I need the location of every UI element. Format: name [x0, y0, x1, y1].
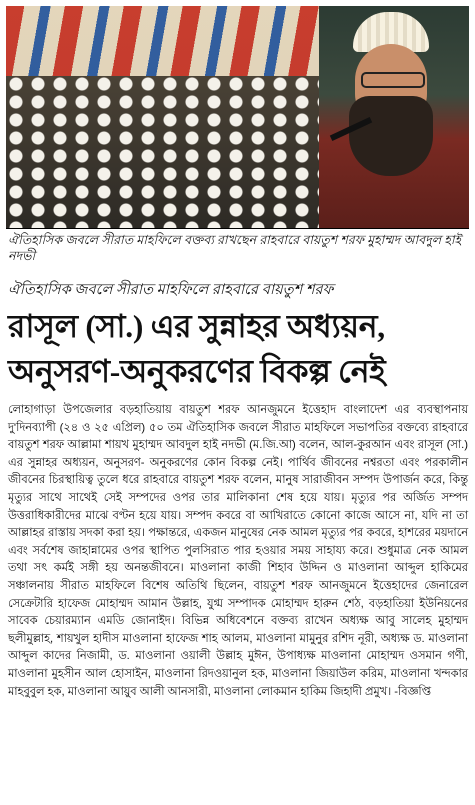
speaker-figure — [319, 6, 469, 228]
tent-canopy — [6, 6, 336, 76]
article-body: লোহাগাড়া উপজেলার বড়হাতিয়ায় বায়তুশ শরফ আনজুমনে ইত্তেহাদ বাংলাদেশ এর ব্যবস্থাপনায় দু'দিনব্যাপী (২৪ ও ২৫ এপ্রিল) ৫০ তম ঐতিহাসিক জবলে সীরাত মাহফিলে সভাপতির বক্তব্যে রাহবারে বায়তুশ শরফ আল্লামা শায়খ মুহাম্মদ আবদুল হাই নদভী (ম.জি.আ) বলেন, আল-কুরআন এবং রাসূল (সা.) এর সুন্নাহর অধ্যয়ন, অনুসরণ- অনুকরণের কোন বিকল্প নেই। পার্থিব জীবনের নশ্বরতা এবং পরকালীন জীবনের চিরস্থায়িত্ব তুলে ধরে রাহবারে বায়তুশ শরফ বলেন, মানুষ সারাজীবন সম্পদ উপার্জন করে, কিন্তু মৃত্যুর সাথে সাথেই সেই সম্পদের ওপর তার মালিকানা শেষ হয়ে যায়। মৃত্যুর পর অর্জিত সম্পদ উত্তরাধিকারীদের মাঝে বণ্টন হয়ে যায়। সম্পদ কবরে বা আখিরাতে কোনো কাজে আসে না, যদি না তা আল্লাহর রাস্তায় সদকা করা হয়। পক্ষান্তরে, একজন মানুষের নেক আমল মৃত্যুর পর কবরে, হাশরের ময়দানে এবং সর্বশেষ জাহান্নামের ওপর স্থাপিত পুলসিরাত পার হওয়ার সময় সাহায্য করে। শুধুমাত্র নেক আমল তথা সৎ কর্মই সঙ্গী হয় অনন্তজীবনে। মাওলানা কাজী শিহাব উদ্দিন ও মাওলানা আব্দুল হাকিমের সঞ্চালনায় সীরাত মাহফিলে বিশেষ অতিথি ছিলেন, বায়তুশ শরফ আনজুমনে ইত্তেহাদের জেনারেল সেক্রেটারি হাফেজ মোহাম্মদ আমান উল্লাহ, যুগ্ম সম্পাদক মোহাম্মদ হারুন শেঠ, বড়হাতিয়া ইউনিয়নের সাবেক চেয়ারম্যান এমডি জোনাইদ। বিভিন্ন অধিবেশনে বক্তব্য রাখেন অধ্যক্ষ আবু সালেহ মুহাম্মদ ছলীমুল্লাহ, শায়খুল হাদীস মাওলানা হাফেজ শাহ আলম, মাওলানা মামুনুর রশিদ নূরী, অধ্যক্ষ ড. মাওলানা আব্দুল কাদের নিজামী, ড. মাওলানা ওয়ালী উল্লাহ মুঈন, উপাধ্যক্ষ মাওলানা মোহাম্মদ ওসমান গণী, মাওলানা মুহসীন আল হোসাইন, মাওলানা রিদওয়ানুল হক, মাওলানা জিয়াউল করিম, মাওলানা খন্দকার মাহবুবুল হক, মাওলানা আয়ুব আলী আনসারী, মাওলানা লোকমান হাকিম জিহাদী প্রমুখ। -বিজ্ঞপ্তি — [8, 404, 468, 698]
headline — [8, 304, 468, 394]
news-photo — [6, 6, 469, 228]
headline-line-1: রাসূল (সা.) এর সুন্নাহর অধ্যয়ন, — [8, 309, 385, 344]
speaker-beard — [349, 96, 433, 176]
speaker-glasses — [361, 72, 425, 88]
audience-crowd — [6, 76, 336, 228]
headline-line-2: অনুসরণ-অনুকরণের বিকল্প নেই — [8, 354, 386, 389]
photo-caption: ঐতিহাসিক জবলে সীরাত মাহফিলে বক্তব্য রাখছেন রাহবারে বায়তুশ শরফ মুহাম্মদ আবদুল হাই নদভী — [8, 233, 462, 263]
kicker-line: ঐতিহাসিক জবলে সীরাত মাহফিলে রাহবারে বায়তুশ শরফ — [8, 282, 334, 298]
